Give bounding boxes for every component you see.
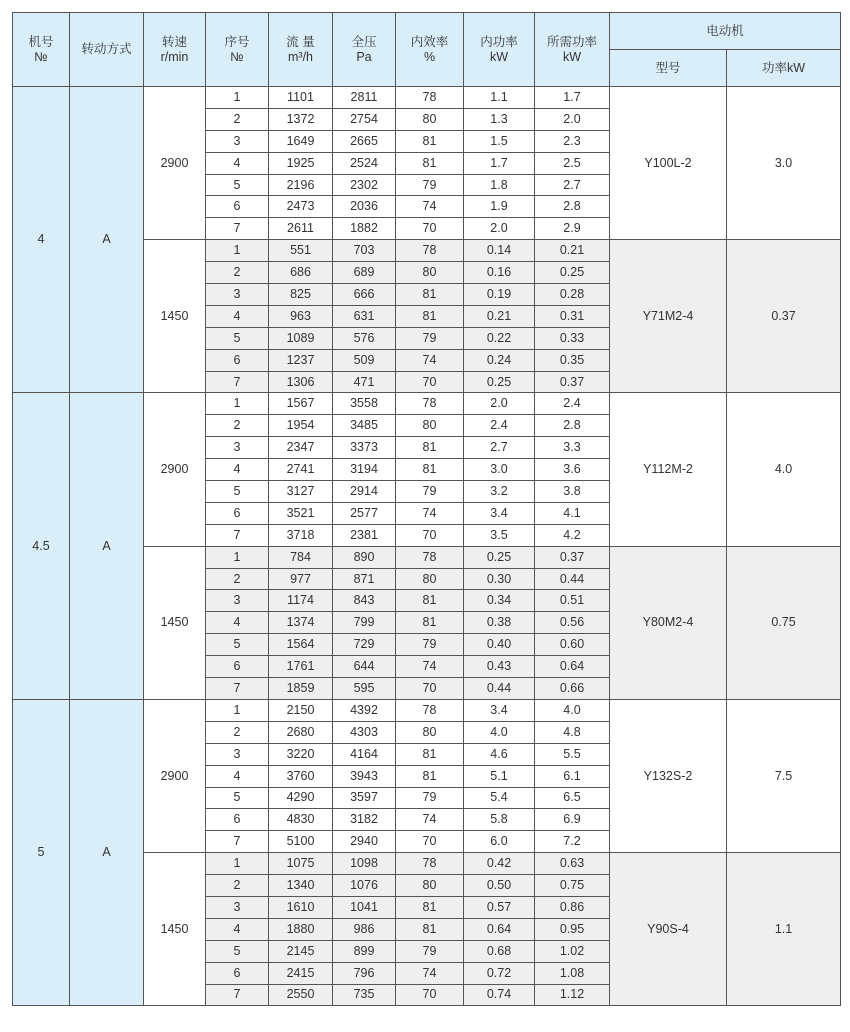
motor-type-cell: Y100L-2 <box>610 87 727 240</box>
internal-power-cell: 2.0 <box>464 393 535 415</box>
internal-power-cell: 6.0 <box>464 831 535 853</box>
seq-cell: 2 <box>206 568 269 590</box>
internal-power-cell: 5.8 <box>464 809 535 831</box>
pressure-cell: 1882 <box>333 218 396 240</box>
flow-cell: 977 <box>269 568 333 590</box>
motor-type-cell: Y90S-4 <box>610 853 727 1006</box>
efficiency-cell: 80 <box>396 875 464 897</box>
pressure-cell: 3597 <box>333 787 396 809</box>
flow-cell: 1237 <box>269 349 333 371</box>
required-power-cell: 4.0 <box>535 699 610 721</box>
required-power-cell: 0.33 <box>535 327 610 349</box>
efficiency-cell: 74 <box>396 502 464 524</box>
seq-cell: 7 <box>206 371 269 393</box>
seq-cell: 6 <box>206 196 269 218</box>
required-power-cell: 4.2 <box>535 524 610 546</box>
pressure-cell: 3485 <box>333 415 396 437</box>
flow-cell: 963 <box>269 305 333 327</box>
required-power-cell: 5.5 <box>535 743 610 765</box>
seq-cell: 7 <box>206 524 269 546</box>
required-power-cell: 2.7 <box>535 174 610 196</box>
efficiency-cell: 80 <box>396 262 464 284</box>
seq-cell: 1 <box>206 699 269 721</box>
pressure-cell: 3558 <box>333 393 396 415</box>
pressure-cell: 644 <box>333 656 396 678</box>
pressure-cell: 2577 <box>333 502 396 524</box>
required-power-cell: 2.8 <box>535 196 610 218</box>
internal-power-cell: 0.50 <box>464 875 535 897</box>
seq-cell: 5 <box>206 174 269 196</box>
internal-power-cell: 0.34 <box>464 590 535 612</box>
flow-cell: 3220 <box>269 743 333 765</box>
efficiency-cell: 74 <box>396 196 464 218</box>
seq-cell: 4 <box>206 918 269 940</box>
required-power-cell: 0.63 <box>535 853 610 875</box>
motor-power-cell: 0.75 <box>727 546 841 699</box>
drive-cell: A <box>70 87 144 393</box>
header-drive: 转动方式 <box>70 13 144 87</box>
internal-power-cell: 5.4 <box>464 787 535 809</box>
flow-cell: 784 <box>269 546 333 568</box>
pressure-cell: 4392 <box>333 699 396 721</box>
pressure-cell: 2302 <box>333 174 396 196</box>
pressure-cell: 799 <box>333 612 396 634</box>
flow-cell: 1564 <box>269 634 333 656</box>
flow-cell: 1761 <box>269 656 333 678</box>
header-pressure: 全压 Pa <box>333 13 396 87</box>
flow-cell: 1075 <box>269 853 333 875</box>
header-efficiency: 内效率 % <box>396 13 464 87</box>
required-power-cell: 4.8 <box>535 721 610 743</box>
efficiency-cell: 79 <box>396 940 464 962</box>
flow-cell: 1089 <box>269 327 333 349</box>
required-power-cell: 0.56 <box>535 612 610 634</box>
internal-power-cell: 1.5 <box>464 130 535 152</box>
flow-cell: 2196 <box>269 174 333 196</box>
table-row <box>13 87 841 109</box>
efficiency-cell: 80 <box>396 108 464 130</box>
seq-cell: 3 <box>206 130 269 152</box>
motor-power-cell: 0.37 <box>727 240 841 393</box>
flow-cell: 1340 <box>269 875 333 897</box>
required-power-cell: 2.4 <box>535 393 610 415</box>
internal-power-cell: 0.25 <box>464 546 535 568</box>
flow-cell: 1649 <box>269 130 333 152</box>
pressure-cell: 890 <box>333 546 396 568</box>
pressure-cell: 1098 <box>333 853 396 875</box>
speed-cell: 2900 <box>144 87 206 240</box>
internal-power-cell: 2.4 <box>464 415 535 437</box>
speed-cell: 1450 <box>144 240 206 393</box>
required-power-cell: 6.1 <box>535 765 610 787</box>
seq-cell: 3 <box>206 896 269 918</box>
pressure-cell: 2940 <box>333 831 396 853</box>
model-no-cell: 4.5 <box>13 393 70 699</box>
efficiency-cell: 81 <box>396 896 464 918</box>
efficiency-cell: 70 <box>396 218 464 240</box>
pressure-cell: 703 <box>333 240 396 262</box>
required-power-cell: 2.3 <box>535 130 610 152</box>
flow-cell: 1880 <box>269 918 333 940</box>
flow-cell: 1925 <box>269 152 333 174</box>
header-required-power: 所需功率 kW <box>535 13 610 87</box>
required-power-cell: 1.12 <box>535 984 610 1006</box>
efficiency-cell: 74 <box>396 349 464 371</box>
internal-power-cell: 0.30 <box>464 568 535 590</box>
internal-power-cell: 0.21 <box>464 305 535 327</box>
internal-power-cell: 3.2 <box>464 481 535 503</box>
speed-cell: 1450 <box>144 853 206 1006</box>
motor-power-cell: 3.0 <box>727 87 841 240</box>
internal-power-cell: 1.8 <box>464 174 535 196</box>
required-power-cell: 0.60 <box>535 634 610 656</box>
efficiency-cell: 81 <box>396 152 464 174</box>
speed-cell: 2900 <box>144 393 206 546</box>
header-motor: 电动机 <box>610 13 841 50</box>
seq-cell: 1 <box>206 853 269 875</box>
internal-power-cell: 0.14 <box>464 240 535 262</box>
internal-power-cell: 0.68 <box>464 940 535 962</box>
efficiency-cell: 74 <box>396 809 464 831</box>
efficiency-cell: 81 <box>396 590 464 612</box>
flow-cell: 2611 <box>269 218 333 240</box>
pressure-cell: 595 <box>333 678 396 700</box>
seq-cell: 1 <box>206 87 269 109</box>
efficiency-cell: 78 <box>396 546 464 568</box>
header-speed: 转速 r/min <box>144 13 206 87</box>
internal-power-cell: 0.74 <box>464 984 535 1006</box>
required-power-cell: 0.51 <box>535 590 610 612</box>
required-power-cell: 2.9 <box>535 218 610 240</box>
seq-cell: 2 <box>206 875 269 897</box>
flow-cell: 3760 <box>269 765 333 787</box>
required-power-cell: 3.6 <box>535 459 610 481</box>
seq-cell: 5 <box>206 481 269 503</box>
seq-cell: 7 <box>206 218 269 240</box>
seq-cell: 2 <box>206 415 269 437</box>
required-power-cell: 0.28 <box>535 284 610 306</box>
internal-power-cell: 1.3 <box>464 108 535 130</box>
seq-cell: 2 <box>206 721 269 743</box>
model-no-cell: 5 <box>13 699 70 1005</box>
required-power-cell: 4.1 <box>535 502 610 524</box>
required-power-cell: 3.8 <box>535 481 610 503</box>
internal-power-cell: 0.44 <box>464 678 535 700</box>
pressure-cell: 2811 <box>333 87 396 109</box>
seq-cell: 7 <box>206 831 269 853</box>
internal-power-cell: 4.0 <box>464 721 535 743</box>
required-power-cell: 0.44 <box>535 568 610 590</box>
flow-cell: 2347 <box>269 437 333 459</box>
flow-cell: 5100 <box>269 831 333 853</box>
table-row <box>13 393 841 415</box>
pressure-cell: 3182 <box>333 809 396 831</box>
required-power-cell: 0.21 <box>535 240 610 262</box>
efficiency-cell: 74 <box>396 962 464 984</box>
required-power-cell: 0.31 <box>535 305 610 327</box>
flow-cell: 1101 <box>269 87 333 109</box>
internal-power-cell: 3.4 <box>464 502 535 524</box>
drive-cell: A <box>70 699 144 1005</box>
flow-cell: 2741 <box>269 459 333 481</box>
speed-cell: 2900 <box>144 699 206 852</box>
seq-cell: 3 <box>206 743 269 765</box>
flow-cell: 1954 <box>269 415 333 437</box>
seq-cell: 1 <box>206 393 269 415</box>
pressure-cell: 729 <box>333 634 396 656</box>
flow-cell: 1174 <box>269 590 333 612</box>
seq-cell: 6 <box>206 809 269 831</box>
pressure-cell: 2524 <box>333 152 396 174</box>
model-no-cell: 4 <box>13 87 70 393</box>
seq-cell: 5 <box>206 940 269 962</box>
table-header <box>13 13 841 87</box>
header-internal-power: 内功率 kW <box>464 13 535 87</box>
internal-power-cell: 3.4 <box>464 699 535 721</box>
speed-cell: 1450 <box>144 546 206 699</box>
motor-type-cell: Y71M2-4 <box>610 240 727 393</box>
internal-power-cell: 4.6 <box>464 743 535 765</box>
required-power-cell: 0.37 <box>535 371 610 393</box>
pressure-cell: 4164 <box>333 743 396 765</box>
seq-cell: 5 <box>206 634 269 656</box>
seq-cell: 3 <box>206 284 269 306</box>
pressure-cell: 509 <box>333 349 396 371</box>
efficiency-cell: 79 <box>396 481 464 503</box>
flow-cell: 2680 <box>269 721 333 743</box>
flow-cell: 2150 <box>269 699 333 721</box>
header-motor-power: 功率kW <box>727 50 841 87</box>
internal-power-cell: 0.64 <box>464 918 535 940</box>
flow-cell: 1372 <box>269 108 333 130</box>
required-power-cell: 3.3 <box>535 437 610 459</box>
pressure-cell: 871 <box>333 568 396 590</box>
pressure-cell: 3194 <box>333 459 396 481</box>
pressure-cell: 2754 <box>333 108 396 130</box>
header-model-no: 机号 № <box>13 13 70 87</box>
pressure-cell: 689 <box>333 262 396 284</box>
seq-cell: 6 <box>206 502 269 524</box>
required-power-cell: 0.64 <box>535 656 610 678</box>
seq-cell: 3 <box>206 590 269 612</box>
internal-power-cell: 2.0 <box>464 218 535 240</box>
seq-cell: 5 <box>206 787 269 809</box>
efficiency-cell: 79 <box>396 787 464 809</box>
seq-cell: 4 <box>206 765 269 787</box>
required-power-cell: 1.08 <box>535 962 610 984</box>
required-power-cell: 2.0 <box>535 108 610 130</box>
efficiency-cell: 79 <box>396 174 464 196</box>
required-power-cell: 0.66 <box>535 678 610 700</box>
motor-power-cell: 1.1 <box>727 853 841 1006</box>
efficiency-cell: 70 <box>396 371 464 393</box>
pressure-cell: 735 <box>333 984 396 1006</box>
required-power-cell: 2.5 <box>535 152 610 174</box>
required-power-cell: 1.7 <box>535 87 610 109</box>
required-power-cell: 0.35 <box>535 349 610 371</box>
efficiency-cell: 70 <box>396 678 464 700</box>
required-power-cell: 1.02 <box>535 940 610 962</box>
seq-cell: 3 <box>206 437 269 459</box>
pressure-cell: 631 <box>333 305 396 327</box>
efficiency-cell: 80 <box>396 568 464 590</box>
flow-cell: 1306 <box>269 371 333 393</box>
seq-cell: 4 <box>206 305 269 327</box>
required-power-cell: 2.8 <box>535 415 610 437</box>
flow-cell: 1859 <box>269 678 333 700</box>
flow-cell: 4290 <box>269 787 333 809</box>
efficiency-cell: 74 <box>396 656 464 678</box>
efficiency-cell: 81 <box>396 612 464 634</box>
seq-cell: 6 <box>206 349 269 371</box>
efficiency-cell: 79 <box>396 634 464 656</box>
seq-cell: 7 <box>206 678 269 700</box>
flow-cell: 1374 <box>269 612 333 634</box>
seq-cell: 2 <box>206 262 269 284</box>
flow-cell: 825 <box>269 284 333 306</box>
efficiency-cell: 81 <box>396 743 464 765</box>
motor-type-cell: Y112M-2 <box>610 393 727 546</box>
motor-power-cell: 7.5 <box>727 699 841 852</box>
seq-cell: 4 <box>206 612 269 634</box>
pressure-cell: 471 <box>333 371 396 393</box>
efficiency-cell: 78 <box>396 87 464 109</box>
seq-cell: 1 <box>206 240 269 262</box>
seq-cell: 1 <box>206 546 269 568</box>
efficiency-cell: 81 <box>396 765 464 787</box>
seq-cell: 5 <box>206 327 269 349</box>
internal-power-cell: 1.7 <box>464 152 535 174</box>
required-power-cell: 0.86 <box>535 896 610 918</box>
pressure-cell: 576 <box>333 327 396 349</box>
pressure-cell: 3373 <box>333 437 396 459</box>
internal-power-cell: 0.42 <box>464 853 535 875</box>
flow-cell: 2550 <box>269 984 333 1006</box>
pressure-cell: 2914 <box>333 481 396 503</box>
pressure-cell: 2381 <box>333 524 396 546</box>
required-power-cell: 0.95 <box>535 918 610 940</box>
efficiency-cell: 80 <box>396 721 464 743</box>
internal-power-cell: 0.38 <box>464 612 535 634</box>
efficiency-cell: 79 <box>396 327 464 349</box>
required-power-cell: 0.75 <box>535 875 610 897</box>
internal-power-cell: 3.0 <box>464 459 535 481</box>
efficiency-cell: 81 <box>396 305 464 327</box>
efficiency-cell: 78 <box>396 240 464 262</box>
internal-power-cell: 0.16 <box>464 262 535 284</box>
flow-cell: 2473 <box>269 196 333 218</box>
internal-power-cell: 0.43 <box>464 656 535 678</box>
motor-type-cell: Y80M2-4 <box>610 546 727 699</box>
flow-cell: 1610 <box>269 896 333 918</box>
internal-power-cell: 0.57 <box>464 896 535 918</box>
pressure-cell: 4303 <box>333 721 396 743</box>
seq-cell: 4 <box>206 152 269 174</box>
efficiency-cell: 78 <box>396 853 464 875</box>
internal-power-cell: 0.25 <box>464 371 535 393</box>
internal-power-cell: 5.1 <box>464 765 535 787</box>
pressure-cell: 796 <box>333 962 396 984</box>
internal-power-cell: 3.5 <box>464 524 535 546</box>
efficiency-cell: 70 <box>396 524 464 546</box>
flow-cell: 551 <box>269 240 333 262</box>
seq-cell: 6 <box>206 962 269 984</box>
header-seq: 序号 № <box>206 13 269 87</box>
drive-cell: A <box>70 393 144 699</box>
pressure-cell: 666 <box>333 284 396 306</box>
seq-cell: 6 <box>206 656 269 678</box>
seq-cell: 7 <box>206 984 269 1006</box>
required-power-cell: 6.5 <box>535 787 610 809</box>
pressure-cell: 843 <box>333 590 396 612</box>
efficiency-cell: 81 <box>396 918 464 940</box>
flow-cell: 3521 <box>269 502 333 524</box>
flow-cell: 4830 <box>269 809 333 831</box>
pressure-cell: 986 <box>333 918 396 940</box>
flow-cell: 1567 <box>269 393 333 415</box>
motor-power-cell: 4.0 <box>727 393 841 546</box>
header-flow: 流 量 m³/h <box>269 13 333 87</box>
efficiency-cell: 81 <box>396 130 464 152</box>
efficiency-cell: 78 <box>396 699 464 721</box>
pressure-cell: 2665 <box>333 130 396 152</box>
internal-power-cell: 1.1 <box>464 87 535 109</box>
pressure-cell: 1076 <box>333 875 396 897</box>
pressure-cell: 3943 <box>333 765 396 787</box>
flow-cell: 3718 <box>269 524 333 546</box>
fan-performance-table <box>12 12 841 1006</box>
efficiency-cell: 81 <box>396 284 464 306</box>
internal-power-cell: 1.9 <box>464 196 535 218</box>
efficiency-cell: 81 <box>396 437 464 459</box>
pressure-cell: 1041 <box>333 896 396 918</box>
internal-power-cell: 0.40 <box>464 634 535 656</box>
flow-cell: 3127 <box>269 481 333 503</box>
required-power-cell: 0.25 <box>535 262 610 284</box>
pressure-cell: 2036 <box>333 196 396 218</box>
flow-cell: 2145 <box>269 940 333 962</box>
flow-cell: 2415 <box>269 962 333 984</box>
required-power-cell: 0.37 <box>535 546 610 568</box>
required-power-cell: 6.9 <box>535 809 610 831</box>
table-row <box>13 699 841 721</box>
motor-type-cell: Y132S-2 <box>610 699 727 852</box>
header-motor-type: 型号 <box>610 50 727 87</box>
seq-cell: 2 <box>206 108 269 130</box>
seq-cell: 4 <box>206 459 269 481</box>
internal-power-cell: 2.7 <box>464 437 535 459</box>
pressure-cell: 899 <box>333 940 396 962</box>
internal-power-cell: 0.19 <box>464 284 535 306</box>
efficiency-cell: 81 <box>396 459 464 481</box>
efficiency-cell: 80 <box>396 415 464 437</box>
table-body <box>13 87 841 1006</box>
internal-power-cell: 0.22 <box>464 327 535 349</box>
efficiency-cell: 78 <box>396 393 464 415</box>
efficiency-cell: 70 <box>396 984 464 1006</box>
flow-cell: 686 <box>269 262 333 284</box>
internal-power-cell: 0.72 <box>464 962 535 984</box>
efficiency-cell: 70 <box>396 831 464 853</box>
required-power-cell: 7.2 <box>535 831 610 853</box>
internal-power-cell: 0.24 <box>464 349 535 371</box>
